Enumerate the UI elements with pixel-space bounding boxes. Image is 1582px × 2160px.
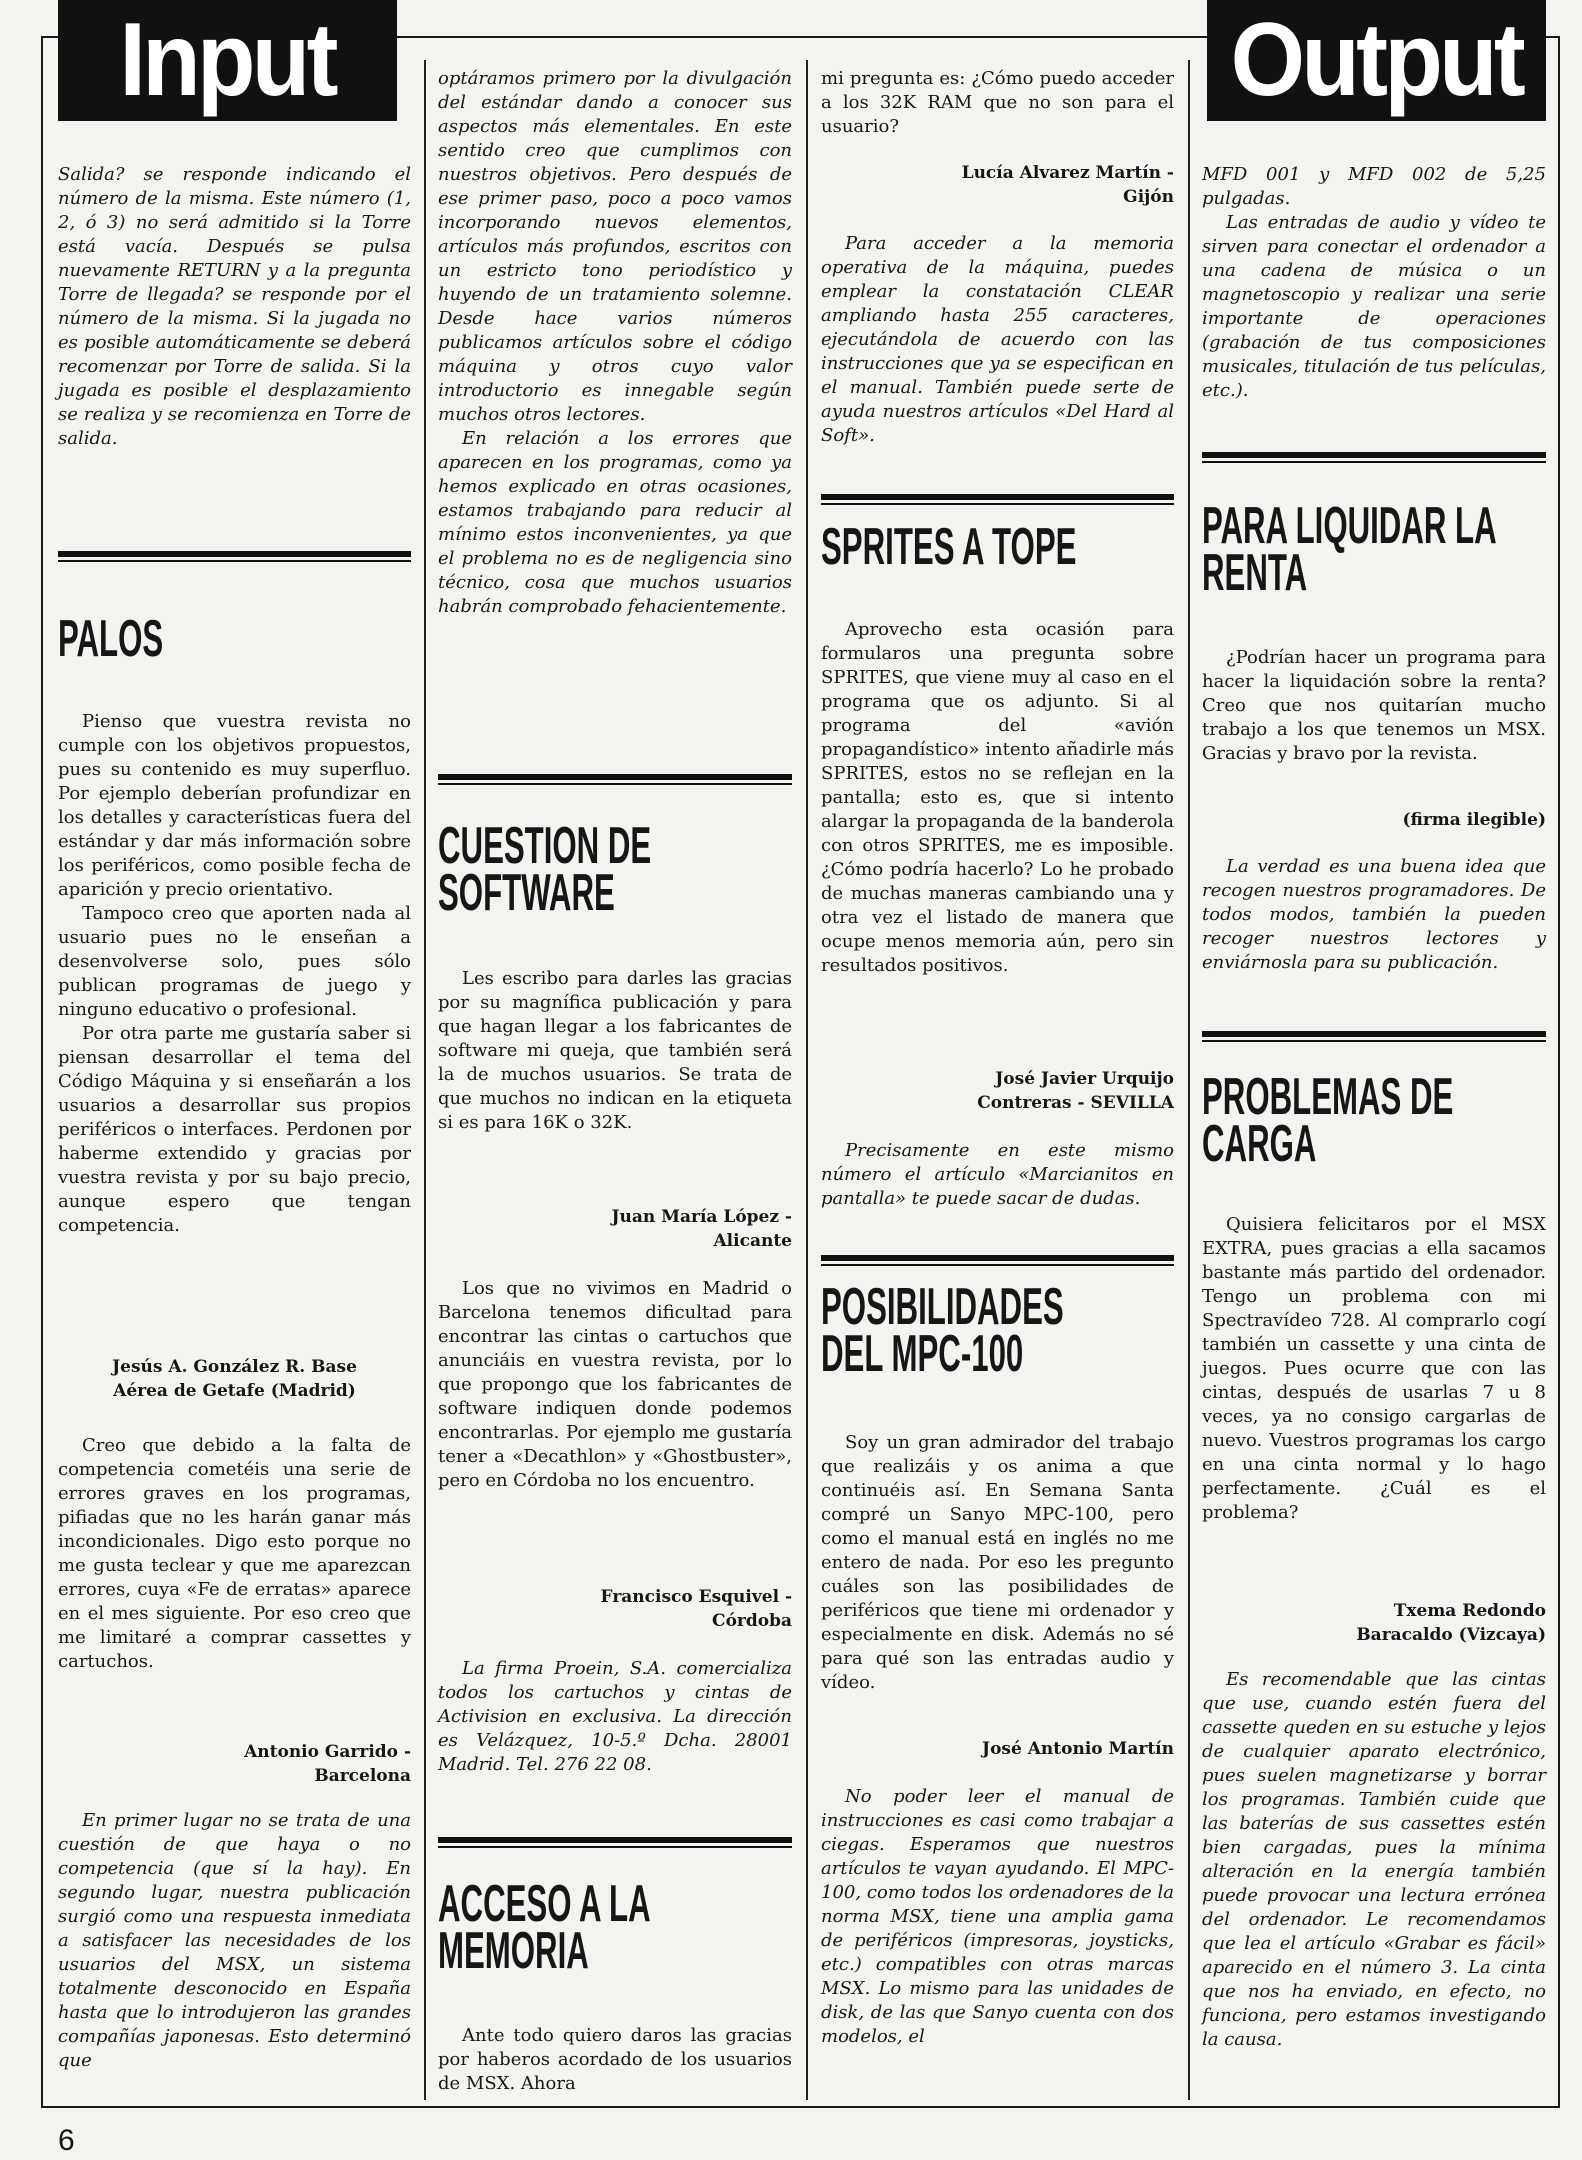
answer-text: Las entradas de audio y vídeo te sirven para conectar el ordenador a una cadena de música o un magnetoscopio y realizar una serie importante de operaciones (grabación de tus composiciones musicales, titulación de tus películas, etc.).: [1202, 212, 1546, 401]
section-heading: PROBLEMAS DE CARGA: [1202, 1068, 1454, 1173]
letter-text: ¿Podrían hacer un programa para hacer la liquidación sobre la renta? Creo que nos quitarían mucho trabajo a los que tenemos un MSX. Gracias y bravo por la revista.: [1202, 647, 1546, 764]
letter-text: Les escribo para darles las gracias por su magnífica publicación y para que hagan llegar a los fabricantes de software mi queja, que también será la de muchos usuarios. Se trata de que muchos no indican en la etiqueta si es para 16K o 32K.: [438, 968, 792, 1133]
input-title: Input: [119, 2, 336, 118]
answer-text: Es recomendable que las cintas que use, cuando estén fuera del cassette queden en su estuche y lejos de cualquier aparato electrónico, pues suelen magnetizarse y borrar los programas. También cuide que las baterías de sus cassettes estén bien cargadas, pues la mínima alteración en la energía también puede provocar una lectura errónea del ordenador. Le recomendamos que lea el artículo «Grabar es fácil» aparecido en el número 3. La cinta que nos ha enviado, en efecto, no funciona, pero estamos investigando la causa.: [1202, 1669, 1546, 2050]
section-heading: SPRITES A TOPE: [821, 518, 1077, 576]
letter-signature: José Antonio Martín: [982, 1739, 1174, 1759]
letter-signature: Antonio Garrido - Barcelona: [244, 1742, 411, 1786]
answer-text: La verdad es una buena idea que recogen nuestros programadores. De todos modos, también la pueden recoger nuestros lectores y enviárnosla para su publicación.: [1202, 856, 1546, 973]
letter-signature: Francisco Esquivel - Córdoba: [600, 1587, 792, 1631]
section-rule: [58, 551, 411, 563]
letter-text: Por otra parte me gustaría saber si piensan desarrollar el tema del Código Máquina y si enseñarán a los usuarios a desarrollar sus propios periféricos o interfaces. Perdonen por haberme extendido y gracias por vuestra revista y por su bajo precio, aunque espero que tengan competencia.: [58, 1023, 411, 1236]
output-section-banner: [1207, 0, 1546, 121]
column-divider: [806, 60, 808, 2100]
section-heading: CUESTION DE SOFTWARE: [438, 817, 652, 922]
answer-text: En relación a los errores que aparecen en los programas, como ya hemos explicado en otras ocasiones, estamos trabajando para reducir al mínimo estos inconvenientes, ya que el problema no es de negligencia sino técnico, cosa que muchos usuarios habrán comprobado fehacientemente.: [438, 428, 792, 617]
answer-text: Precisamente en este mismo número el artículo «Marcianitos en pantalla» te puede sacar de dudas.: [821, 1140, 1174, 1209]
letter-signature: Txema Redondo Baracaldo (Vizcaya): [1356, 1601, 1546, 1645]
letter-text: Soy un gran admirador del trabajo que realizáis y os anima a que continuéis así. En Semana Santa compré un Sanyo MPC-100, pero como el manual está en inglés no me entero de nada. Por eso les pregunto cuáles son las posibilidades de periféricos que tiene mi ordenador y especialmente en disk. Además no sé para qué son las entradas audio y vídeo.: [821, 1432, 1174, 1693]
letter-signature: Lucía Alvarez Martín - Gijón: [961, 163, 1174, 207]
letter-signature: (firma ilegible): [1402, 810, 1546, 830]
section-rule: [821, 1255, 1174, 1267]
section-rule: [438, 774, 792, 786]
letter-text: mi pregunta es: ¿Cómo puedo acceder a los 32K RAM que no son para el usuario?: [821, 68, 1174, 137]
letter-signature: Juan María López - Alicante: [611, 1207, 792, 1251]
letter-text: Pienso que vuestra revista no cumple con los objetivos propuestos, pues su contenido es muy superfluo. Por ejemplo deberían profundizar en los detalles y características fuera del estándar y dar más información sobre los periféricos, como posible fecha de aparición y precio orientativo.: [58, 711, 411, 900]
answer-text: optáramos primero por la divulgación del estándar dando a conocer sus aspectos más elementales. En este sentido creo que cumplimos con nuestros objetivos. Pero después de ese primer paso, poco a poco vamos incorporando nuevos elementos, artículos más profundos, escritos con un estricto tono periodístico y huyendo de un tratamiento solemne. Desde hace varios números publicamos artículos sobre el código máquina y otros cuyo valor introductorio es innegable según muchos otros lectores.: [438, 68, 792, 425]
page-number: 6: [58, 2124, 75, 2157]
section-rule: [1202, 452, 1546, 464]
answer-text: Para acceder a la memoria operativa de la máquina, puedes emplear la constatación CLEAR ampliando hasta 255 caracteres, ejecutándola de acuerdo con las instrucciones que ya se especifican en el manual. También puede serte de ayuda nuestros artículos «Del Hard al Soft».: [821, 233, 1174, 446]
answer-text: Salida? se responde indicando el número de la misma. Este número (1, 2, ó 3) no será admitido si la Torre está vacía. Después se pulsa nuevamente RETURN y a la pregunta Torre de llegada? se responde por el número de la misma. Si la jugada no es posible automáticamente se deberá recomenzar por Torre de salida. Si la jugada es posible el desplazamiento se realiza y se recomienza en Torre de salida.: [58, 164, 411, 449]
answer-text: MFD 001 y MFD 002 de 5,25 pulgadas.: [1202, 164, 1546, 209]
letter-signature: José Javier Urquijo Contreras - SEVILLA: [977, 1069, 1174, 1113]
column-divider: [1188, 60, 1190, 2100]
letter-text: Aprovecho esta ocasión para formularos una pregunta sobre SPRITES, que viene muy al caso en el programa que os adjunto. Si al programa del «avión propagandístico» intento añadirle más SPRITES, estos no se reflejan en la pantalla; esto es, que si intento alargar la propaganda de la banderola con otros SPRITES, me es imposible. ¿Cómo podría hacerlo? Lo he probado de muchas maneras cambiando una y otra vez el listado de manera que ocupe menos memoria aún, pero sin resultados positivos.: [821, 619, 1174, 976]
section-heading: ACCESO A LA MEMORIA: [438, 1875, 651, 1980]
answer-text: La firma Proein, S.A. comercializa todos los cartuchos y cintas de Activision en exclusiva. La dirección es Velázquez, 10-5.º Dcha. 28001 Madrid. Tel. 276 22 08.: [438, 1658, 792, 1775]
section-rule: [438, 1837, 792, 1849]
letter-text: Tampoco creo que aporten nada al usuario pues no le enseñan a desenvolverse solo, pues sólo publican programas de juego y ninguno educativo o profesional.: [58, 903, 411, 1020]
letter-signature: Jesús A. González R. Base Aérea de Getafe (Madrid): [112, 1357, 357, 1401]
letter-text: Los que no vivimos en Madrid o Barcelona tenemos dificultad para encontrar las cintas o cartuchos que anunciáis en vuestra revista, por lo que propongo que los fabricantes de software indiquen donde podemos encontrarlas. Por ejemplo me gustaría tener a «Decathlon» y «Ghostbuster», pero en Córdoba no los encuentro.: [438, 1278, 792, 1491]
section-heading: PALOS: [58, 610, 164, 668]
section-rule: [1202, 1031, 1546, 1043]
letter-text: Ante todo quiero daros las gracias por haberos acordado de los usuarios de MSX. Ahora: [438, 2025, 792, 2094]
answer-text: En primer lugar no se trata de una cuestión de que haya o no competencia (que sí la hay). En segundo lugar, nuestra publicación surgió como una respuesta inmediata a satisfacer las necesidades de los usuarios del MSX, un sistema totalmente desconocido en España hasta que lo introdujeron las grandes compañías japonesas. Esto determinó que: [58, 1810, 411, 2071]
input-section-banner: [58, 0, 397, 121]
section-rule: [821, 494, 1174, 506]
section-heading: PARA LIQUIDAR LA RENTA: [1202, 497, 1497, 602]
letter-text: Creo que debido a la falta de competencia cometéis una serie de errores graves en los programas, pifiadas que no les harán ganar más incondicionales. Digo esto porque no me gusta teclear y que me aparezcan errores, cuya «Fe de erratas» aparece en el mes siguiente. Por eso creo que me limitaré a comprar cassettes y cartuchos.: [58, 1435, 411, 1672]
section-heading: POSIBILIDADES DEL MPC-100: [821, 1278, 1064, 1383]
column-divider: [424, 60, 426, 2100]
output-title: Output: [1230, 2, 1523, 118]
answer-text: No poder leer el manual de instrucciones es casi como trabajar a ciegas. Esperamos que nuestros artículos te vayan ayudando. El MPC-100, como todos los ordenadores de la norma MSX, tiene una amplia gama de periféricos (impresoras, joysticks, etc.) compatibles con otras marcas MSX. Lo mismo para las unidades de disk, de las que Sanyo cuenta con dos modelos, el: [821, 1786, 1174, 2047]
letter-text: Quisiera felicitaros por el MSX EXTRA, pues gracias a ella sacamos bastante más partido del ordenador. Tengo un problema con mi Spectravídeo 728. Al comprarlo cogí también un cassette y una cinta de juegos. Pues ocurre que con las cintas, después de usarlas 7 u 8 veces, ya no consigo cargarlas de nuevo. Vuestros programas los cargo en una cinta normal y lo hago perfectamente. ¿Cuál es el problema?: [1202, 1214, 1546, 1523]
